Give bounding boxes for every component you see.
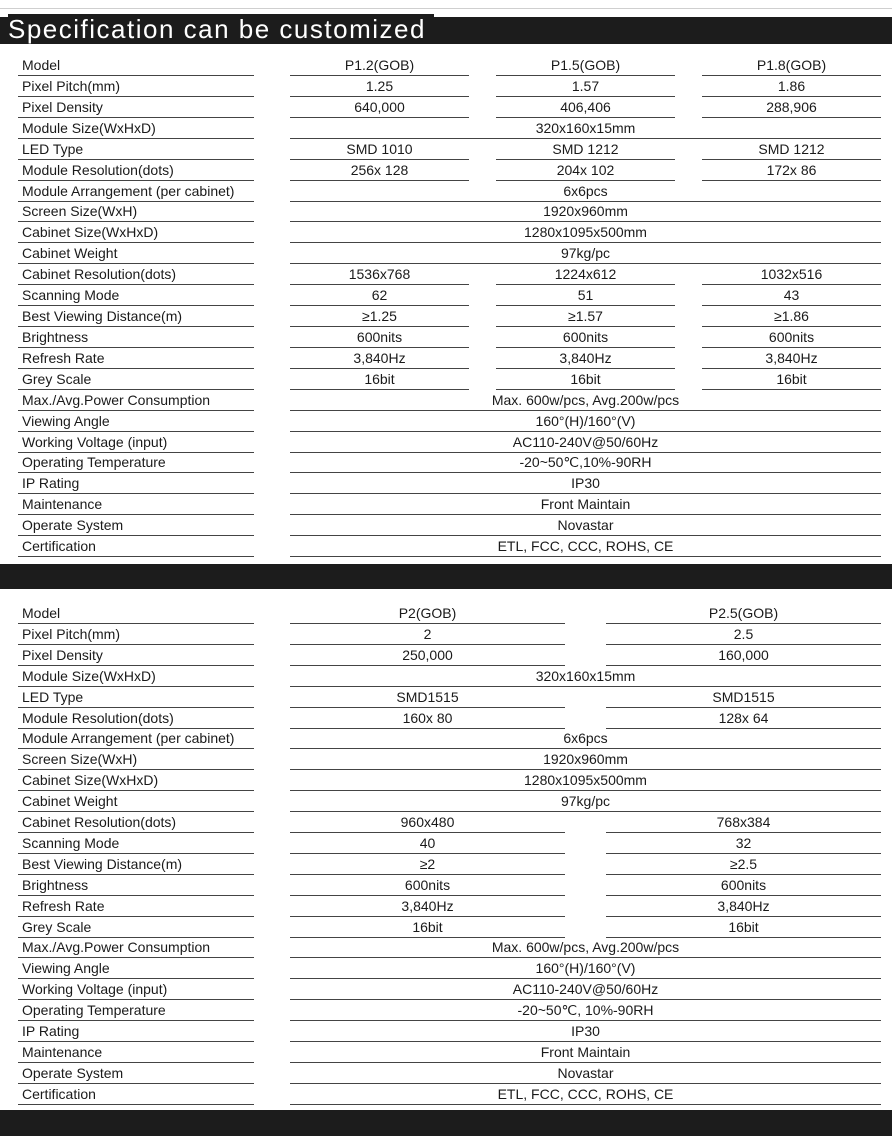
row-label: Pixel Pitch(mm) xyxy=(18,624,254,645)
row-label: Best Viewing Distance(m) xyxy=(18,854,254,875)
value-cell: P2.5(GOB) xyxy=(606,603,881,624)
row-label: Best Viewing Distance(m) xyxy=(18,306,254,327)
row-label: Viewing Angle xyxy=(18,958,254,979)
spanning-value-cell: IP30 xyxy=(290,1021,881,1042)
table-row xyxy=(0,411,892,432)
table-row xyxy=(0,833,892,854)
spanning-value-cell: 97kg/pc xyxy=(290,243,881,264)
value-cell: P1.5(GOB) xyxy=(496,55,675,76)
table-row xyxy=(0,770,892,791)
table-row xyxy=(0,979,892,1000)
row-label: Refresh Rate xyxy=(18,348,254,369)
table-row xyxy=(0,1000,892,1021)
value-cell: ≥1.57 xyxy=(496,306,675,327)
row-label: Brightness xyxy=(18,327,254,348)
row-label: Brightness xyxy=(18,875,254,896)
table-row xyxy=(0,452,892,473)
spanning-value-cell: Max. 600w/pcs, Avg.200w/pcs xyxy=(290,937,881,958)
row-label: Max./Avg.Power Consumption xyxy=(18,937,254,958)
row-label: Refresh Rate xyxy=(18,896,254,917)
value-cell: 3,840Hz xyxy=(496,348,675,369)
row-label: IP Rating xyxy=(18,1021,254,1042)
value-cell: 3,840Hz xyxy=(606,896,881,917)
value-cell: 16bit xyxy=(290,917,565,938)
spanning-value-cell: ETL, FCC, CCC, ROHS, CE xyxy=(290,1084,881,1105)
value-cell: 32 xyxy=(606,833,881,854)
spanning-value-cell: 1920x960mm xyxy=(290,201,881,222)
value-cell: ≥1.25 xyxy=(290,306,469,327)
value-cell: 2 xyxy=(290,624,565,645)
row-label: Working Voltage (input) xyxy=(18,432,254,453)
table-row xyxy=(0,97,892,118)
spanning-value-cell: 1920x960mm xyxy=(290,749,881,770)
spanning-value-cell: IP30 xyxy=(290,473,881,494)
value-cell: SMD1515 xyxy=(606,687,881,708)
value-cell: 16bit xyxy=(290,369,469,390)
row-label: Cabinet Size(WxHxD) xyxy=(18,222,254,243)
value-cell: 250,000 xyxy=(290,645,565,666)
table-row xyxy=(0,515,892,536)
table-row xyxy=(0,812,892,833)
table-row xyxy=(0,728,892,749)
value-cell: SMD 1010 xyxy=(290,139,469,160)
row-label: Module Size(WxHxD) xyxy=(18,666,254,687)
value-cell: 256x 128 xyxy=(290,160,469,181)
spanning-value-cell: 160°(H)/160°(V) xyxy=(290,958,881,979)
row-label: Model xyxy=(18,55,254,76)
table-row xyxy=(0,1021,892,1042)
value-cell: 1.57 xyxy=(496,76,675,97)
spanning-value-cell: Front Maintain xyxy=(290,1042,881,1063)
table-row xyxy=(0,875,892,896)
value-cell: 1224x612 xyxy=(496,264,675,285)
row-label: Module Arrangement (per cabinet) xyxy=(18,181,254,202)
table-row xyxy=(0,1084,892,1105)
value-cell: SMD1515 xyxy=(290,687,565,708)
row-label: Module Arrangement (per cabinet) xyxy=(18,728,254,749)
table-row xyxy=(0,139,892,160)
table-row xyxy=(0,624,892,645)
value-cell: 1536x768 xyxy=(290,264,469,285)
value-cell: 128x 64 xyxy=(606,708,881,729)
value-cell: 2.5 xyxy=(606,624,881,645)
spanning-value-cell: Novastar xyxy=(290,1063,881,1084)
table-row xyxy=(0,160,892,181)
value-cell: SMD 1212 xyxy=(496,139,675,160)
spanning-value-cell: 1280x1095x500mm xyxy=(290,222,881,243)
row-label: Module Size(WxHxD) xyxy=(18,118,254,139)
table-row xyxy=(0,473,892,494)
table-row xyxy=(0,76,892,97)
value-cell: 16bit xyxy=(702,369,881,390)
table-row xyxy=(0,603,892,624)
table-row xyxy=(0,118,892,139)
spanning-value-cell: Front Maintain xyxy=(290,494,881,515)
spanning-value-cell: 6x6pcs xyxy=(290,728,881,749)
value-cell: 600nits xyxy=(702,327,881,348)
spanning-value-cell: -20~50℃,10%-90RH xyxy=(290,452,881,473)
table-row xyxy=(0,348,892,369)
spanning-value-cell: Max. 600w/pcs, Avg.200w/pcs xyxy=(290,390,881,411)
row-label: Cabinet Resolution(dots) xyxy=(18,812,254,833)
spanning-value-cell: -20~50℃, 10%-90RH xyxy=(290,1000,881,1021)
row-label: Maintenance xyxy=(18,1042,254,1063)
value-cell: 1.86 xyxy=(702,76,881,97)
row-label: Grey Scale xyxy=(18,369,254,390)
section-divider-bar xyxy=(0,564,892,589)
table-row xyxy=(0,222,892,243)
value-cell: P1.8(GOB) xyxy=(702,55,881,76)
row-label: Pixel Density xyxy=(18,97,254,118)
table-row xyxy=(0,536,892,557)
value-cell: 3,840Hz xyxy=(290,348,469,369)
value-cell: 1032x516 xyxy=(702,264,881,285)
row-label: Operate System xyxy=(18,515,254,536)
table-row xyxy=(0,687,892,708)
row-label: Maintenance xyxy=(18,494,254,515)
row-label: Scanning Mode xyxy=(18,833,254,854)
spanning-value-cell: AC110-240V@50/60Hz xyxy=(290,432,881,453)
value-cell: 172x 86 xyxy=(702,160,881,181)
table-row xyxy=(0,917,892,938)
row-label: Scanning Mode xyxy=(18,285,254,306)
row-label: Model xyxy=(18,603,254,624)
value-cell: P2(GOB) xyxy=(290,603,565,624)
spanning-value-cell: AC110-240V@50/60Hz xyxy=(290,979,881,1000)
value-cell: 62 xyxy=(290,285,469,306)
value-cell: 40 xyxy=(290,833,565,854)
row-label: Grey Scale xyxy=(18,917,254,938)
spanning-value-cell: 320x160x15mm xyxy=(290,666,881,687)
row-label: Certification xyxy=(18,1084,254,1105)
row-label: Operating Temperature xyxy=(18,1000,254,1021)
row-label: Cabinet Weight xyxy=(18,243,254,264)
table-row xyxy=(0,243,892,264)
table-row xyxy=(0,55,892,76)
value-cell: 960x480 xyxy=(290,812,565,833)
row-label: Cabinet Weight xyxy=(18,791,254,812)
table-row xyxy=(0,896,892,917)
row-label: Cabinet Resolution(dots) xyxy=(18,264,254,285)
spanning-value-cell: 320x160x15mm xyxy=(290,118,881,139)
value-cell: 204x 102 xyxy=(496,160,675,181)
row-label: Working Voltage (input) xyxy=(18,979,254,1000)
row-label: Max./Avg.Power Consumption xyxy=(18,390,254,411)
value-cell: 600nits xyxy=(606,875,881,896)
table-row xyxy=(0,494,892,515)
row-label: Operating Temperature xyxy=(18,452,254,473)
value-cell: ≥2.5 xyxy=(606,854,881,875)
table-row xyxy=(0,708,892,729)
table-row xyxy=(0,327,892,348)
spanning-value-cell: 97kg/pc xyxy=(290,791,881,812)
row-label: Module Resolution(dots) xyxy=(18,160,254,181)
table-row xyxy=(0,285,892,306)
value-cell: 160x 80 xyxy=(290,708,565,729)
value-cell: P1.2(GOB) xyxy=(290,55,469,76)
value-cell: 600nits xyxy=(290,875,565,896)
table-row xyxy=(0,645,892,666)
value-cell: 16bit xyxy=(496,369,675,390)
value-cell: 1.25 xyxy=(290,76,469,97)
row-label: Module Resolution(dots) xyxy=(18,708,254,729)
table-row xyxy=(0,854,892,875)
row-label: Operate System xyxy=(18,1063,254,1084)
row-label: LED Type xyxy=(18,139,254,160)
value-cell: 3,840Hz xyxy=(702,348,881,369)
spanning-value-cell: 6x6pcs xyxy=(290,181,881,202)
value-cell: 600nits xyxy=(496,327,675,348)
row-label: Certification xyxy=(18,536,254,557)
table-row xyxy=(0,791,892,812)
table-row xyxy=(0,390,892,411)
bottom-bar xyxy=(0,1110,892,1136)
row-label: Screen Size(WxH) xyxy=(18,201,254,222)
spanning-value-cell: 160°(H)/160°(V) xyxy=(290,411,881,432)
table-row xyxy=(0,369,892,390)
value-cell: 16bit xyxy=(606,917,881,938)
value-cell: ≥2 xyxy=(290,854,565,875)
spanning-value-cell: 1280x1095x500mm xyxy=(290,770,881,791)
value-cell: 160,000 xyxy=(606,645,881,666)
table-row xyxy=(0,181,892,202)
row-label: LED Type xyxy=(18,687,254,708)
value-cell: 768x384 xyxy=(606,812,881,833)
page-title: Specification can be customized xyxy=(8,14,434,44)
table-row xyxy=(0,1042,892,1063)
value-cell: 640,000 xyxy=(290,97,469,118)
table-row xyxy=(0,749,892,770)
table-row xyxy=(0,1063,892,1084)
value-cell: 406,406 xyxy=(496,97,675,118)
table-row xyxy=(0,201,892,222)
top-rule xyxy=(0,8,892,9)
row-label: Cabinet Size(WxHxD) xyxy=(18,770,254,791)
value-cell: 51 xyxy=(496,285,675,306)
row-label: Screen Size(WxH) xyxy=(18,749,254,770)
value-cell: 3,840Hz xyxy=(290,896,565,917)
table-row xyxy=(0,937,892,958)
table-row xyxy=(0,666,892,687)
value-cell: ≥1.86 xyxy=(702,306,881,327)
value-cell: 288,906 xyxy=(702,97,881,118)
table-row xyxy=(0,306,892,327)
row-label: Pixel Pitch(mm) xyxy=(18,76,254,97)
table-row xyxy=(0,958,892,979)
row-label: Viewing Angle xyxy=(18,411,254,432)
table-row xyxy=(0,264,892,285)
row-label: IP Rating xyxy=(18,473,254,494)
value-cell: SMD 1212 xyxy=(702,139,881,160)
value-cell: 43 xyxy=(702,285,881,306)
spanning-value-cell: ETL, FCC, CCC, ROHS, CE xyxy=(290,536,881,557)
row-label: Pixel Density xyxy=(18,645,254,666)
table-row xyxy=(0,432,892,453)
value-cell: 600nits xyxy=(290,327,469,348)
spanning-value-cell: Novastar xyxy=(290,515,881,536)
